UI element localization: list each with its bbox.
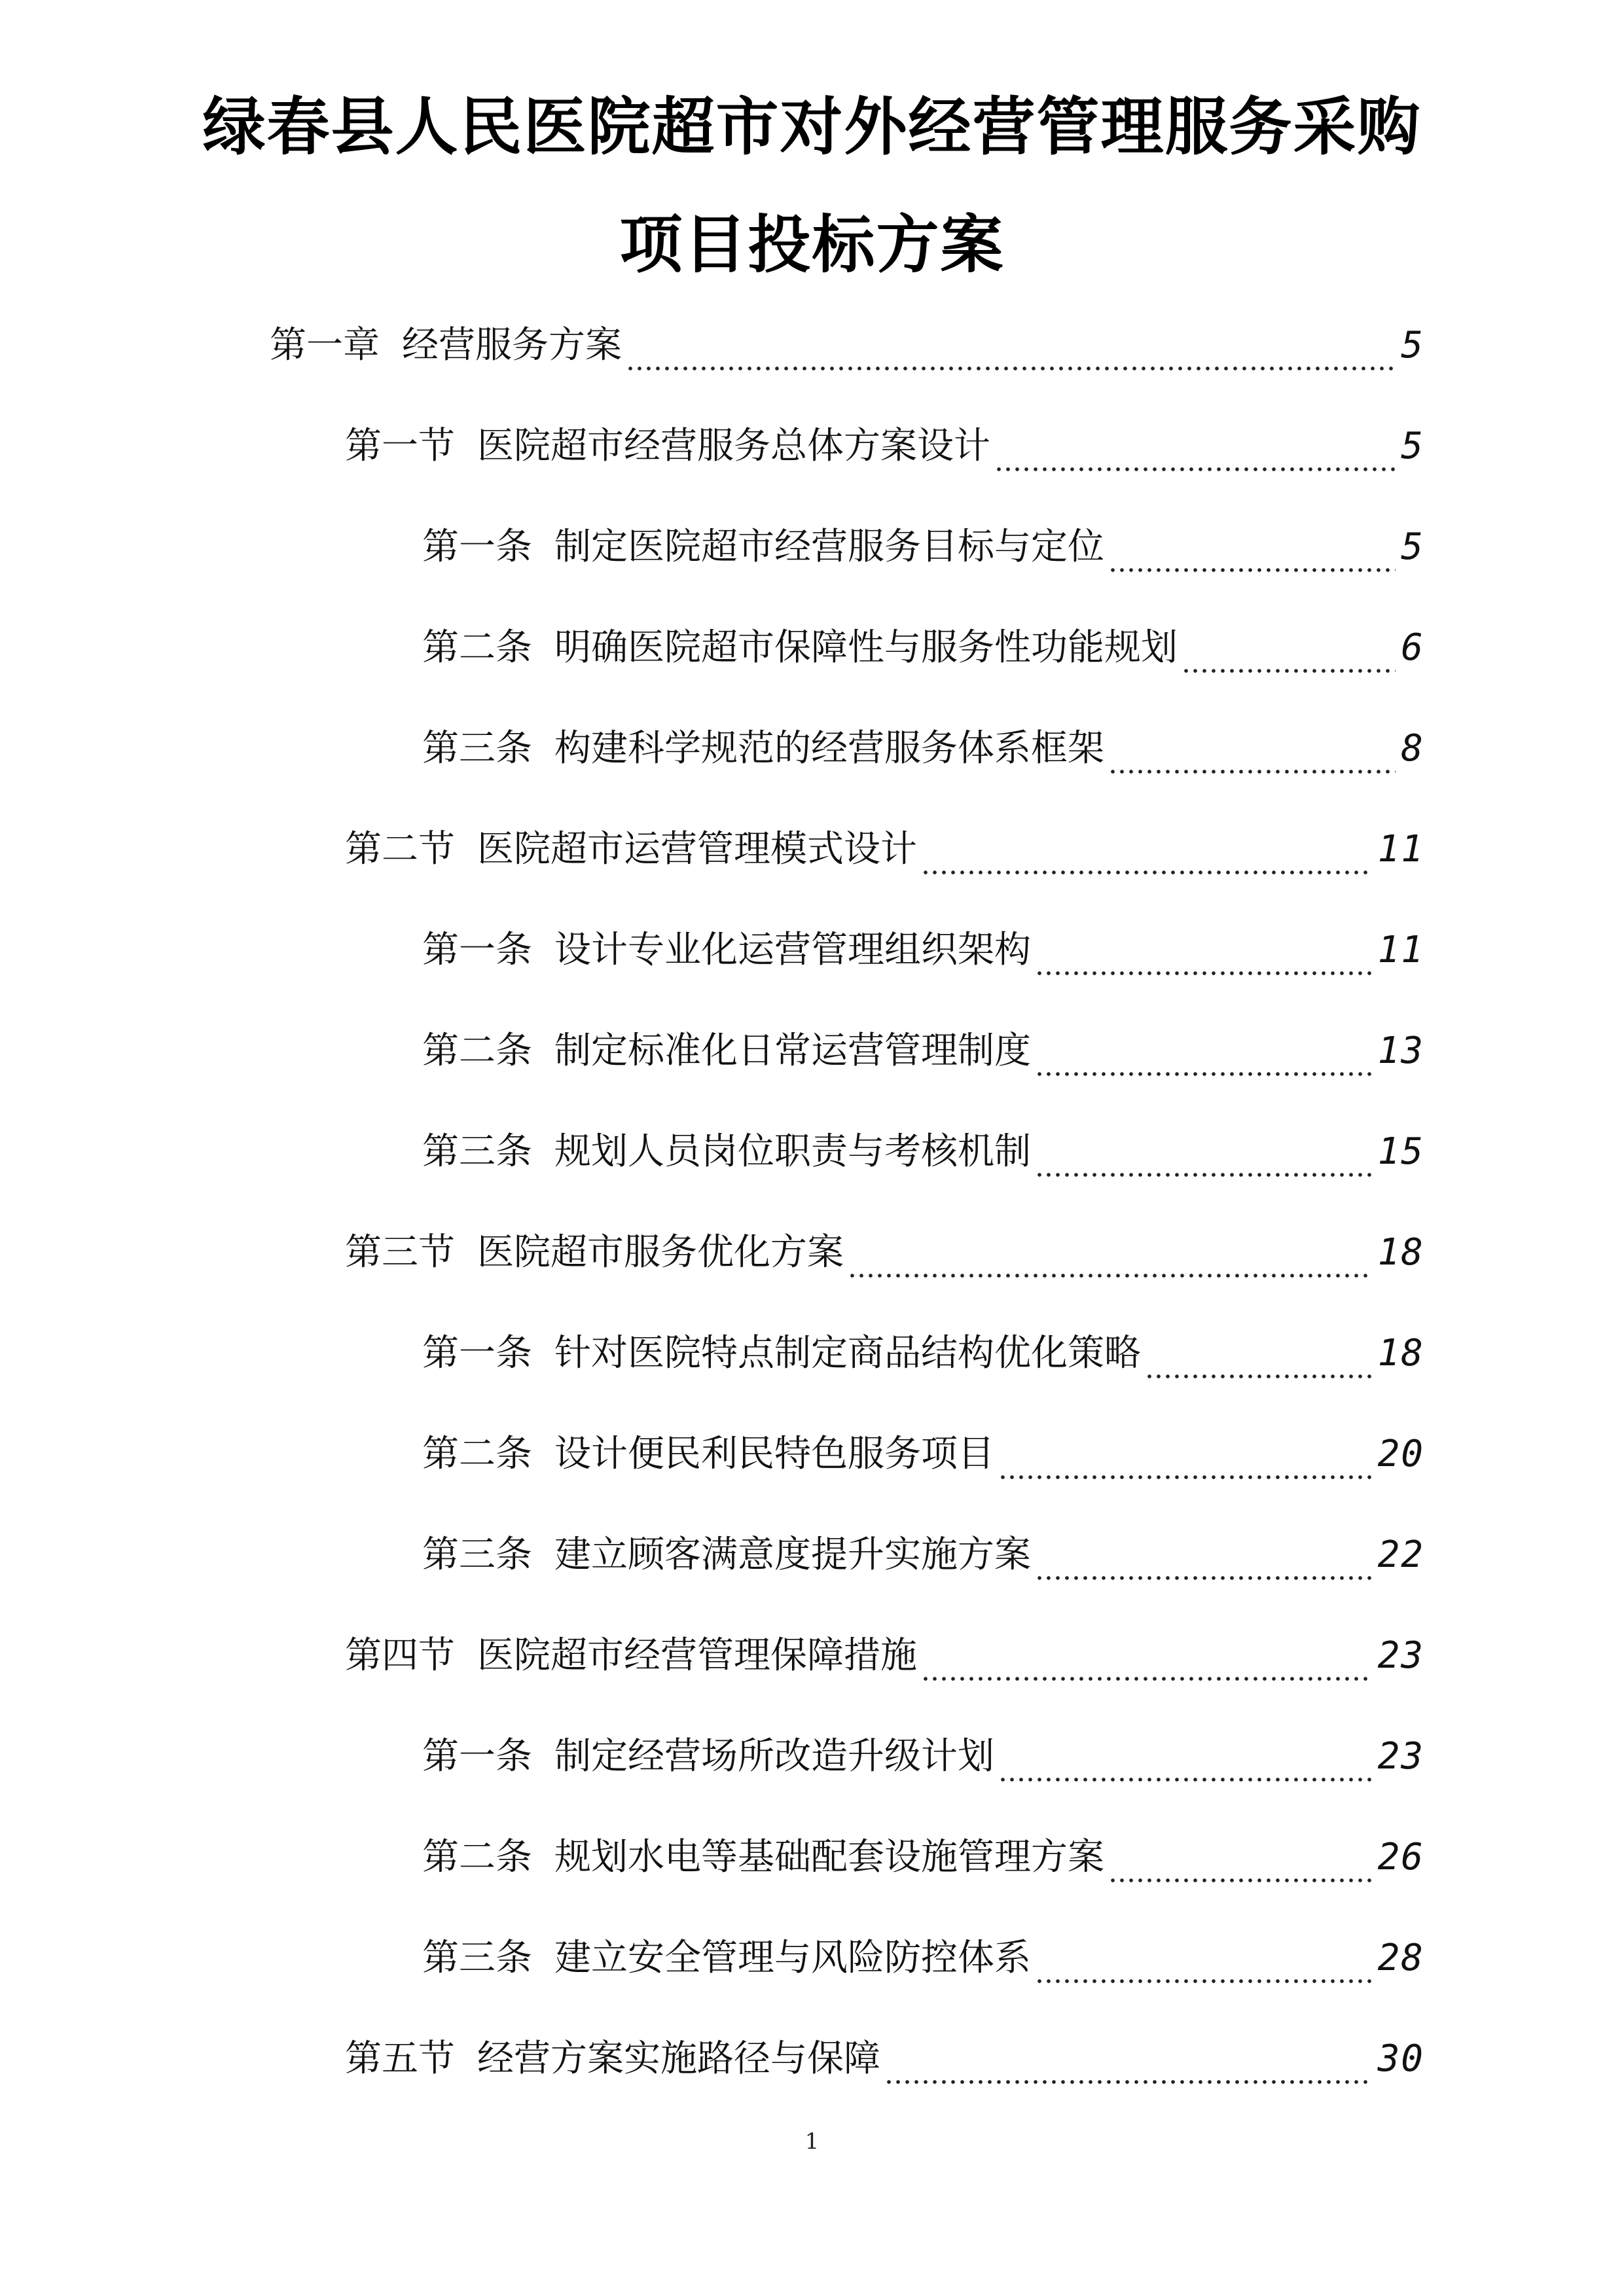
toc-dot-leader: [1108, 736, 1396, 775]
toc-entry-title: 医院超市经营管理保障措施: [477, 1634, 917, 1677]
toc-entry-number: 第四节: [345, 1634, 455, 1677]
toc-dot-leader: [1035, 937, 1373, 977]
toc-entry[interactable]: [345, 420, 1424, 473]
toc-entry[interactable]: [270, 319, 1424, 372]
toc-entry[interactable]: [422, 1831, 1424, 1884]
toc-dot-leader: [1035, 1945, 1373, 1984]
toc-entry-number: 第一节: [345, 425, 455, 467]
toc-dot-leader: [1108, 1844, 1373, 1884]
toc-entry-page: 6: [1401, 626, 1424, 669]
toc-entry-title: 设计专业化运营管理组织架构: [554, 929, 1031, 971]
toc-entry-title: 建立安全管理与风险防控体系: [554, 1937, 1031, 1979]
toc-entry-title: 医院超市服务优化方案: [477, 1231, 844, 1274]
toc-dot-leader: [998, 1441, 1373, 1480]
toc-entry[interactable]: [422, 1025, 1424, 1077]
toc-entry-title: 规划人员岗位职责与考核机制: [554, 1130, 1031, 1173]
toc-dot-leader: [1035, 1038, 1373, 1077]
toc-dot-leader: [1035, 1139, 1373, 1178]
toc-entry-title: 经营服务方案: [402, 324, 622, 367]
toc-entry-number: 第二条: [422, 1433, 532, 1475]
toc-entry-page: 18: [1377, 1332, 1424, 1374]
toc-entry-page: 8: [1401, 727, 1424, 770]
toc-dot-leader: [848, 1240, 1373, 1279]
toc-entry-page: 11: [1377, 929, 1424, 971]
toc-entry-title: 制定经营场所改造升级计划: [554, 1735, 994, 1778]
toc-entry-title: 医院超市运营管理模式设计: [477, 828, 917, 870]
toc-entry[interactable]: [345, 1630, 1424, 1682]
toc-dot-leader: [1108, 534, 1396, 573]
toc-dot-leader: [998, 1744, 1373, 1783]
toc-entry-number: 第一条: [422, 526, 532, 568]
toc-entry-page: 22: [1377, 1534, 1424, 1576]
toc-entry-page: 18: [1377, 1231, 1424, 1274]
toc-dot-leader: [884, 2046, 1373, 2085]
toc-entry-number: 第二条: [422, 1030, 532, 1072]
toc-entry-number: 第三条: [422, 1130, 532, 1173]
toc-entry[interactable]: [345, 823, 1424, 876]
toc-entry-page: 23: [1377, 1634, 1424, 1677]
toc-entry-number: 第一章: [270, 324, 380, 367]
toc-entry-page: 5: [1401, 526, 1424, 568]
toc-entry-page: 11: [1377, 828, 1424, 870]
toc-dot-leader: [1035, 1542, 1373, 1581]
toc-entry[interactable]: [345, 1227, 1424, 1279]
toc-entry[interactable]: [422, 622, 1424, 674]
toc-entry[interactable]: [422, 1327, 1424, 1380]
toc-entry-number: 第三条: [422, 727, 532, 770]
toc-entry-title: 设计便民利民特色服务项目: [554, 1433, 994, 1475]
toc-dot-leader: [1182, 635, 1396, 674]
toc-entry[interactable]: [345, 2033, 1424, 2085]
toc-entry[interactable]: [422, 521, 1424, 573]
toc-entry-page: 23: [1377, 1735, 1424, 1778]
toc-entry-title: 建立顾客满意度提升实施方案: [554, 1534, 1031, 1576]
toc-entry-page: 5: [1401, 324, 1424, 367]
toc-entry[interactable]: [422, 1428, 1424, 1480]
toc-entry-number: 第三条: [422, 1937, 532, 1979]
toc-entry-number: 第二条: [422, 1836, 532, 1878]
toc-entry-title: 制定医院超市经营服务目标与定位: [554, 526, 1104, 568]
toc-dot-leader: [921, 836, 1373, 876]
toc-entry-number: 第三节: [345, 1231, 455, 1274]
toc-entry[interactable]: [422, 1529, 1424, 1581]
toc-entry-number: 第一条: [422, 929, 532, 971]
toc-entry[interactable]: [422, 1126, 1424, 1178]
toc-entry-title: 明确医院超市保障性与服务性功能规划: [554, 626, 1178, 669]
page-number: 1: [804, 2128, 820, 2155]
toc-entry-number: 第一条: [422, 1735, 532, 1778]
toc-dot-leader: [1145, 1340, 1373, 1380]
toc-dot-leader: [626, 332, 1396, 372]
toc-entry-page: 30: [1377, 2037, 1424, 2080]
toc-entry-page: 13: [1377, 1030, 1424, 1072]
toc-entry[interactable]: [422, 1731, 1424, 1783]
toc-entry-page: 20: [1377, 1433, 1424, 1475]
toc-dot-leader: [921, 1643, 1373, 1682]
toc-entry-number: 第二条: [422, 626, 532, 669]
toc-entry-title: 制定标准化日常运营管理制度: [554, 1030, 1031, 1072]
document-title-line-2: 项目投标方案: [619, 208, 1005, 281]
toc-entry-page: 26: [1377, 1836, 1424, 1878]
toc-entry-title: 针对医院特点制定商品结构优化策略: [554, 1332, 1141, 1374]
toc-entry-title: 经营方案实施路径与保障: [477, 2037, 880, 2080]
toc-entry[interactable]: [422, 924, 1424, 977]
toc-entry-title: 构建科学规范的经营服务体系框架: [554, 727, 1104, 770]
toc-entry-page: 5: [1401, 425, 1424, 467]
toc-entry-page: 28: [1377, 1937, 1424, 1979]
toc-entry-number: 第三条: [422, 1534, 532, 1576]
toc-entry-number: 第二节: [345, 828, 455, 870]
document-title-line-1: 绿春县人民医院超市对外经营管理服务采购: [202, 90, 1422, 164]
toc-entry-page: 15: [1377, 1130, 1424, 1173]
toc-entry[interactable]: [422, 1932, 1424, 1984]
toc-entry-title: 规划水电等基础配套设施管理方案: [554, 1836, 1104, 1878]
toc-dot-leader: [994, 433, 1396, 473]
toc-entry[interactable]: [422, 723, 1424, 775]
toc-entry-number: 第一条: [422, 1332, 532, 1374]
toc-entry-number: 第五节: [345, 2037, 455, 2080]
toc-entry-title: 医院超市经营服务总体方案设计: [477, 425, 990, 467]
